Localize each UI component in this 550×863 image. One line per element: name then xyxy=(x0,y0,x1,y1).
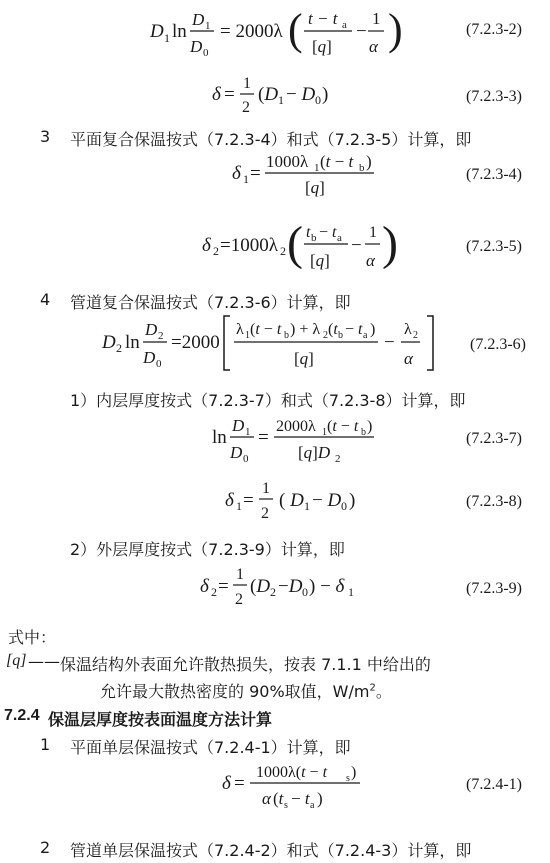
svg-text:=: = xyxy=(250,163,261,184)
svg-text:1: 1 xyxy=(278,93,284,107)
svg-text:−: − xyxy=(384,332,395,353)
svg-text:s: s xyxy=(346,773,350,784)
svg-text:δ: δ xyxy=(225,490,234,511)
svg-text:t: t xyxy=(306,224,311,241)
svg-text:( D: ( D xyxy=(279,490,304,511)
def-line-2-text: 允许最大散热密度的 90%取值，W/m xyxy=(100,682,370,701)
svg-text:[q]: [q] xyxy=(305,178,325,197)
equation-number: (7.2.4-1) xyxy=(466,776,522,793)
svg-text:0: 0 xyxy=(243,453,249,465)
svg-text:2: 2 xyxy=(158,330,164,342)
svg-text:[q]: [q] xyxy=(312,37,332,56)
svg-text:1: 1 xyxy=(322,427,327,438)
svg-text:ln: ln xyxy=(212,427,227,448)
svg-text:2000λ: 2000λ xyxy=(276,418,316,435)
svg-text:α: α xyxy=(369,37,378,56)
equation-number: (7.2.3-7) xyxy=(466,430,522,447)
svg-text:a: a xyxy=(363,330,368,341)
svg-text:1: 1 xyxy=(369,224,377,241)
svg-text:2: 2 xyxy=(235,591,243,608)
svg-text:1000λ: 1000λ xyxy=(266,152,309,171)
item-4-number: 4 xyxy=(40,290,51,309)
svg-text:1: 1 xyxy=(348,585,354,599)
svg-text:): ) xyxy=(322,84,329,105)
svg-text:D: D xyxy=(232,416,245,435)
svg-text:(t − t: (t − t xyxy=(320,152,354,171)
svg-text:): ) xyxy=(370,321,376,338)
svg-text:) + λ: ) + λ xyxy=(290,321,321,338)
item-3-number: 3 xyxy=(40,127,51,146)
svg-text:(t: (t xyxy=(328,321,338,338)
svg-text:[q]: [q] xyxy=(294,349,314,368)
svg-text:b: b xyxy=(284,330,289,341)
item-1-text: 平面单层保温按式（7.2.4-1）计算，即 xyxy=(70,738,351,757)
svg-text:0: 0 xyxy=(302,585,308,599)
svg-text:1: 1 xyxy=(205,20,211,32)
def-end: 。 xyxy=(375,682,392,701)
svg-text:1: 1 xyxy=(243,75,251,92)
svg-text:): ) xyxy=(382,217,398,270)
svg-text:α: α xyxy=(262,789,271,808)
svg-text:(D: (D xyxy=(258,84,279,105)
svg-text:b: b xyxy=(361,427,366,438)
svg-text:(t − t: (t − t xyxy=(327,418,359,435)
svg-text:2: 2 xyxy=(335,453,341,465)
sub-item-1-text: 1）内层厚度按式（7.2.3-7）和式（7.2.3-8）计算，即 xyxy=(70,391,466,410)
equation-7-2-3-9 xyxy=(200,562,380,612)
svg-text:1: 1 xyxy=(262,480,270,497)
def-line-2 xyxy=(100,679,392,702)
svg-text:δ: δ xyxy=(222,773,231,794)
svg-text:(: ( xyxy=(287,217,303,270)
equation-7-2-3-6 xyxy=(102,312,464,374)
svg-text:D: D xyxy=(145,320,158,339)
svg-text:−D: −D xyxy=(278,576,303,597)
svg-text:− t: − t xyxy=(345,321,363,338)
svg-text:D: D xyxy=(143,348,156,367)
svg-text:a: a xyxy=(342,19,347,31)
equation-7-2-3-8 xyxy=(225,476,375,526)
svg-text:[q]D: [q]D xyxy=(298,443,331,462)
svg-text:=2000: =2000 xyxy=(171,332,220,353)
section-number: 7.2.4 xyxy=(4,707,40,724)
svg-text:λ: λ xyxy=(236,321,244,338)
equation-number: (7.2.3-2) xyxy=(466,21,522,38)
item-3-text: 平面复合保温按式（7.2.3-4）和式（7.2.3-5）计算，即 xyxy=(70,130,472,149)
where-label: 式中： xyxy=(8,628,57,647)
svg-text:ln: ln xyxy=(125,332,140,353)
svg-text:2: 2 xyxy=(261,505,269,522)
svg-text:t − t: t − t xyxy=(308,9,338,28)
svg-text:δ: δ xyxy=(200,576,209,597)
svg-text:− D: − D xyxy=(286,84,316,105)
svg-text:= 2000λ: = 2000λ xyxy=(220,21,283,42)
equation-number: (7.2.3-8) xyxy=(466,493,522,510)
svg-text:1: 1 xyxy=(314,162,320,174)
section-title: 保温层厚度按表面温度方法计算 xyxy=(48,710,273,729)
svg-text:1: 1 xyxy=(243,172,249,186)
svg-text:=: = xyxy=(218,576,229,597)
svg-text:b: b xyxy=(338,330,343,341)
svg-text:0: 0 xyxy=(341,499,347,513)
svg-text:1: 1 xyxy=(372,9,381,28)
svg-text:=: = xyxy=(243,490,254,511)
item-2-text: 管道单层保温按式（7.2.4-2）和式（7.2.4-3）计算，即 xyxy=(70,841,472,860)
svg-text:2: 2 xyxy=(270,585,276,599)
svg-text:b: b xyxy=(359,162,365,174)
equation-7-2-3-7 xyxy=(212,412,382,466)
svg-text:− t: − t xyxy=(291,789,310,808)
svg-text:=: = xyxy=(258,427,269,448)
svg-text:2: 2 xyxy=(213,244,219,258)
svg-text:α: α xyxy=(404,349,413,368)
svg-text:a: a xyxy=(337,232,342,244)
svg-text:D: D xyxy=(190,37,203,56)
svg-text:−: − xyxy=(351,235,362,256)
svg-text:): ) xyxy=(317,789,323,808)
svg-text:2: 2 xyxy=(116,341,122,355)
equation-7-2-3-3 xyxy=(212,72,352,118)
svg-text:[q]: [q] xyxy=(310,251,330,270)
svg-text:λ: λ xyxy=(404,321,412,338)
item-1-number: 1 xyxy=(40,735,51,754)
svg-text:): ) xyxy=(388,5,403,54)
svg-text:1000λ(t − t: 1000λ(t − t xyxy=(256,764,328,781)
svg-text:D: D xyxy=(150,21,164,42)
equation-7-2-4-1 xyxy=(222,758,372,812)
svg-text:2: 2 xyxy=(323,330,328,341)
sub-item-2-text: 2）外层厚度按式（7.2.3-9）计算，即 xyxy=(70,540,345,559)
svg-text:ln: ln xyxy=(172,21,187,42)
svg-text:1: 1 xyxy=(245,426,251,438)
svg-text:0: 0 xyxy=(203,47,209,59)
svg-text:2: 2 xyxy=(211,585,217,599)
svg-text:(t: (t xyxy=(273,789,284,808)
def-sup: 2 xyxy=(369,682,376,694)
svg-text:D: D xyxy=(102,332,116,353)
item-4-text: 管道复合保温按式（7.2.3-6）计算，即 xyxy=(70,293,351,312)
equation-number: (7.2.3-5) xyxy=(466,238,522,255)
svg-text:): ) xyxy=(351,764,357,781)
right-paren xyxy=(382,214,402,278)
item-2-number: 2 xyxy=(40,838,51,857)
svg-text:1: 1 xyxy=(304,499,310,513)
svg-text:(t − t: (t − t xyxy=(250,321,282,338)
svg-text:=1000λ: =1000λ xyxy=(220,235,278,256)
equation-7-2-3-2 xyxy=(150,4,410,62)
svg-text:): ) xyxy=(366,152,372,171)
svg-text:1: 1 xyxy=(164,31,170,45)
def-line-1: 保温结构外表面允许散热损失，按表 7.1.1 中给出的 xyxy=(60,655,431,674)
svg-text:D: D xyxy=(192,10,205,29)
def-dash: —— xyxy=(28,652,60,671)
svg-text:α: α xyxy=(366,251,375,270)
svg-text:): ) xyxy=(349,490,356,511)
def-symbol: [q] xyxy=(6,652,27,669)
equation-number: (7.2.3-6) xyxy=(470,336,526,353)
svg-text:=: = xyxy=(234,773,245,794)
svg-text:δ: δ xyxy=(232,163,241,184)
svg-text:1: 1 xyxy=(236,566,244,583)
svg-text:a: a xyxy=(310,800,315,811)
svg-text:(D: (D xyxy=(250,576,271,597)
svg-text:D: D xyxy=(230,443,243,462)
svg-text:−: − xyxy=(356,21,367,42)
svg-text:): ) xyxy=(367,418,373,435)
equation-7-2-3-5 xyxy=(202,214,382,278)
equation-number: (7.2.3-3) xyxy=(466,88,522,105)
svg-text:0: 0 xyxy=(315,93,321,107)
equation-number: (7.2.3-9) xyxy=(466,580,522,597)
svg-text:2: 2 xyxy=(280,244,286,258)
svg-text:− D: − D xyxy=(312,490,342,511)
svg-text:− t: − t xyxy=(319,224,337,241)
svg-text:1: 1 xyxy=(236,499,242,513)
equation-number: (7.2.3-4) xyxy=(466,166,522,183)
svg-text:0: 0 xyxy=(156,358,162,370)
svg-text:δ: δ xyxy=(212,84,221,105)
svg-text:=: = xyxy=(224,84,235,105)
equation-7-2-3-4 xyxy=(232,148,382,200)
svg-text:) − δ: ) − δ xyxy=(309,576,345,597)
svg-text:1: 1 xyxy=(245,330,250,341)
svg-text:2: 2 xyxy=(413,330,418,341)
svg-text:s: s xyxy=(284,800,288,811)
svg-text:2: 2 xyxy=(242,99,250,116)
svg-text:(: ( xyxy=(288,5,303,54)
svg-text:b: b xyxy=(311,232,317,244)
svg-text:δ: δ xyxy=(202,235,211,256)
